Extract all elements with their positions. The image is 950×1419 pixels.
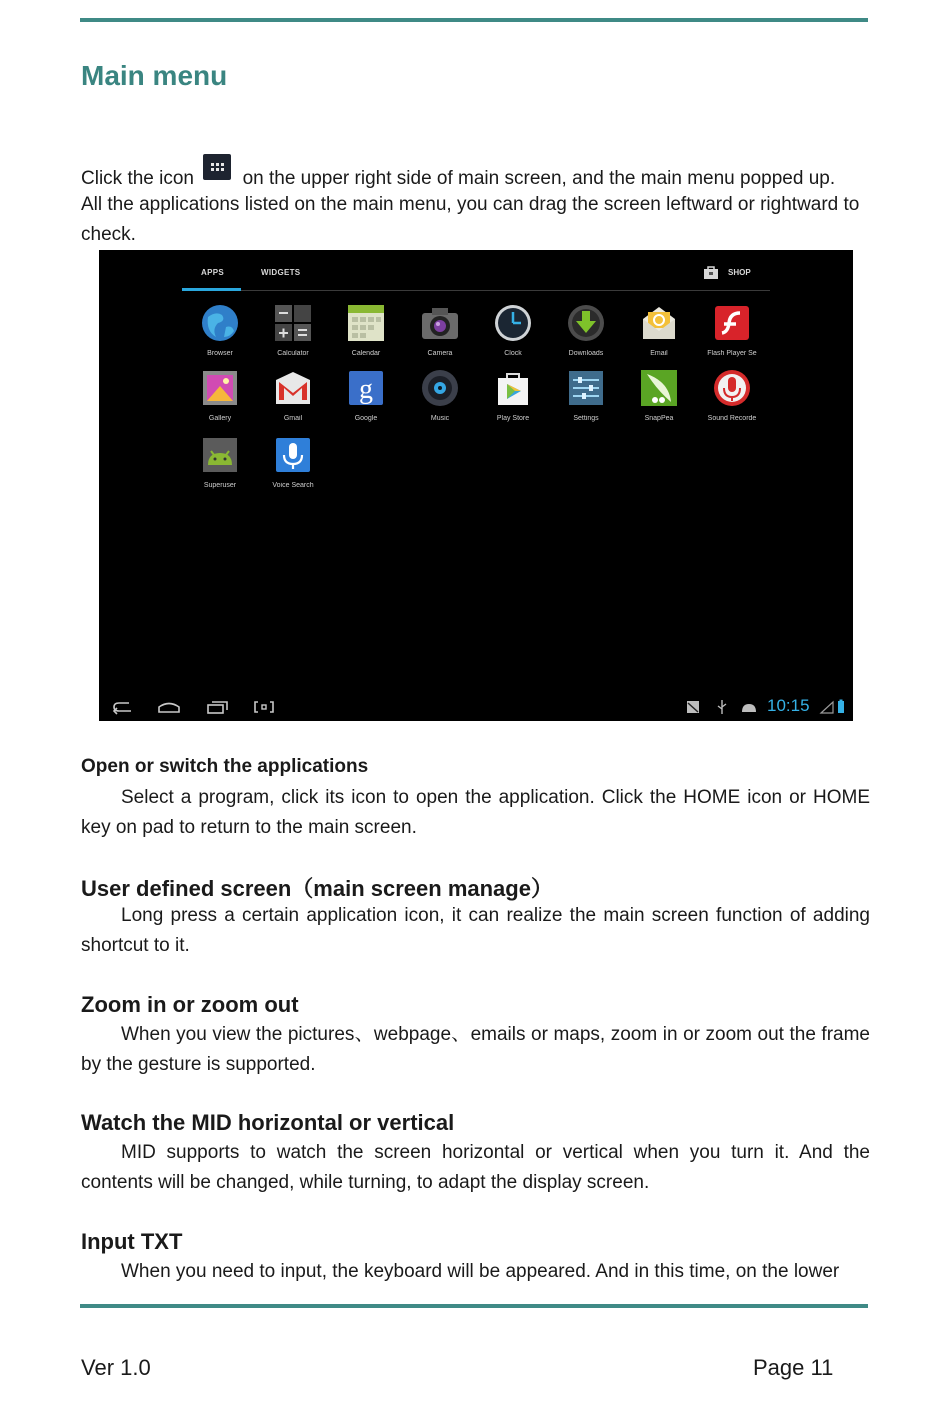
app-label: Music [430, 415, 450, 422]
footer-version: Ver 1.0 [81, 1355, 151, 1380]
gallery-icon [200, 368, 240, 408]
apps-grid-icon [203, 154, 231, 180]
app-settings[interactable] [549, 368, 623, 430]
app-camera[interactable] [403, 303, 477, 365]
app-label: Calculator [277, 350, 309, 357]
app-browser[interactable] [183, 303, 257, 365]
app-calculator[interactable] [256, 303, 330, 365]
signal-battery-icon[interactable] [819, 699, 849, 715]
system-bar [99, 693, 853, 721]
superuser-icon [200, 435, 240, 475]
section-body-orientation: MID supports to watch the screen horizontal or vertical when you turn it. And the contents will be changed, while turning, to adapt the display screen. [81, 1142, 870, 1193]
app-label: Clock [504, 350, 522, 357]
active-tab-indicator [182, 288, 241, 291]
tab-apps[interactable]: APPS [201, 268, 224, 277]
app-calendar[interactable] [329, 303, 403, 365]
app-label: Gmail [283, 415, 303, 422]
app-label: Play Store [496, 415, 530, 422]
calendar-icon [346, 303, 386, 343]
usb-icon[interactable] [710, 699, 734, 715]
bottom-rule [80, 1304, 868, 1308]
top-rule [80, 18, 868, 22]
app-label: Flash Player Se [707, 350, 757, 357]
shop-label[interactable]: SHOP [728, 268, 751, 277]
recent-apps-icon[interactable] [205, 699, 229, 715]
home-icon[interactable] [157, 699, 181, 715]
tabs-divider [182, 290, 770, 291]
gallery-notification-icon[interactable] [682, 699, 706, 715]
downloads-icon [566, 303, 606, 343]
section-heading-input-txt: Input TXT [81, 1229, 183, 1254]
intro-text-before-icon: Click the icon [81, 168, 194, 189]
section-body-open-switch: Select a program, click its icon to open the application. Click the HOME icon or HOME key on pad to return to the main screen. [81, 787, 870, 838]
app-music[interactable] [403, 368, 477, 430]
footer-page-number: Page 11 [753, 1355, 834, 1380]
app-flash-player[interactable] [695, 303, 769, 365]
app-label: Sound Recorde [707, 415, 757, 422]
app-label: Gallery [208, 415, 232, 422]
tab-widgets[interactable]: WIDGETS [261, 268, 301, 277]
app-snappea[interactable] [622, 368, 696, 430]
app-sound-recorder[interactable] [695, 368, 769, 430]
section-heading-orientation: Watch the MID horizontal or vertical [81, 1110, 455, 1135]
music-icon [420, 368, 460, 408]
snappea-icon [639, 368, 679, 408]
flash-player-icon [712, 303, 752, 343]
screenshot-icon[interactable] [252, 699, 276, 715]
intro-text-after-icon: on the upper right side of main screen, and the main menu popped up. [242, 168, 836, 189]
section-body-user-defined: Long press a certain application icon, it can realize the main screen function of adding shortcut to it. [81, 905, 870, 956]
svg-text:g: g [359, 374, 373, 405]
calculator-icon [273, 303, 313, 343]
app-downloads[interactable] [549, 303, 623, 365]
back-icon[interactable] [111, 699, 135, 715]
app-superuser[interactable] [183, 435, 257, 497]
app-label: Camera [427, 350, 453, 357]
app-label: Google [354, 415, 378, 422]
settings-icon [566, 368, 606, 408]
section-body-input-txt: When you need to input, the keyboard will be appeared. And in this time, on the lower [121, 1261, 840, 1282]
app-label: Settings [573, 415, 599, 422]
app-email[interactable] [622, 303, 696, 365]
sound-recorder-icon [712, 368, 752, 408]
page-title: Main menu [81, 60, 228, 91]
gmail-icon [273, 368, 313, 408]
email-icon [639, 303, 679, 343]
app-label: SnapPea [644, 415, 674, 422]
app-label: Downloads [568, 350, 604, 357]
app-label: Voice Search [272, 482, 314, 489]
app-label: Email [650, 350, 668, 357]
intro-line-2: All the applications listed on the main menu, you can drag the screen leftward or rightward to check. [81, 194, 860, 245]
main-menu-screenshot [99, 250, 853, 721]
app-play-store[interactable] [476, 368, 550, 430]
section-heading-user-defined: User defined screen（main screen manage） [81, 876, 553, 901]
app-gmail[interactable] [256, 368, 330, 430]
app-clock[interactable] [476, 303, 550, 365]
browser-icon [200, 303, 240, 343]
section-body-zoom: When you view the pictures、webpage、emails or maps, zoom in or zoom out the frame by the gesture is supported. [81, 1024, 870, 1075]
section-heading-zoom: Zoom in or zoom out [81, 992, 299, 1017]
voice-search-icon [273, 435, 313, 475]
app-label: Calendar [351, 350, 381, 357]
shop-bag-icon[interactable] [703, 265, 719, 279]
android-debug-icon[interactable] [737, 699, 761, 715]
play-store-icon [493, 368, 533, 408]
google-icon [346, 368, 386, 408]
status-time[interactable]: 10:15 [767, 696, 810, 715]
camera-icon [420, 303, 460, 343]
app-label: Superuser [203, 482, 237, 489]
intro-line-1 [81, 154, 870, 194]
section-heading-open-switch: Open or switch the applications [81, 756, 369, 777]
clock-icon [493, 303, 533, 343]
app-label: Browser [207, 350, 233, 357]
app-google[interactable] [329, 368, 403, 430]
app-gallery[interactable] [183, 368, 257, 430]
app-voice-search[interactable] [256, 435, 330, 497]
